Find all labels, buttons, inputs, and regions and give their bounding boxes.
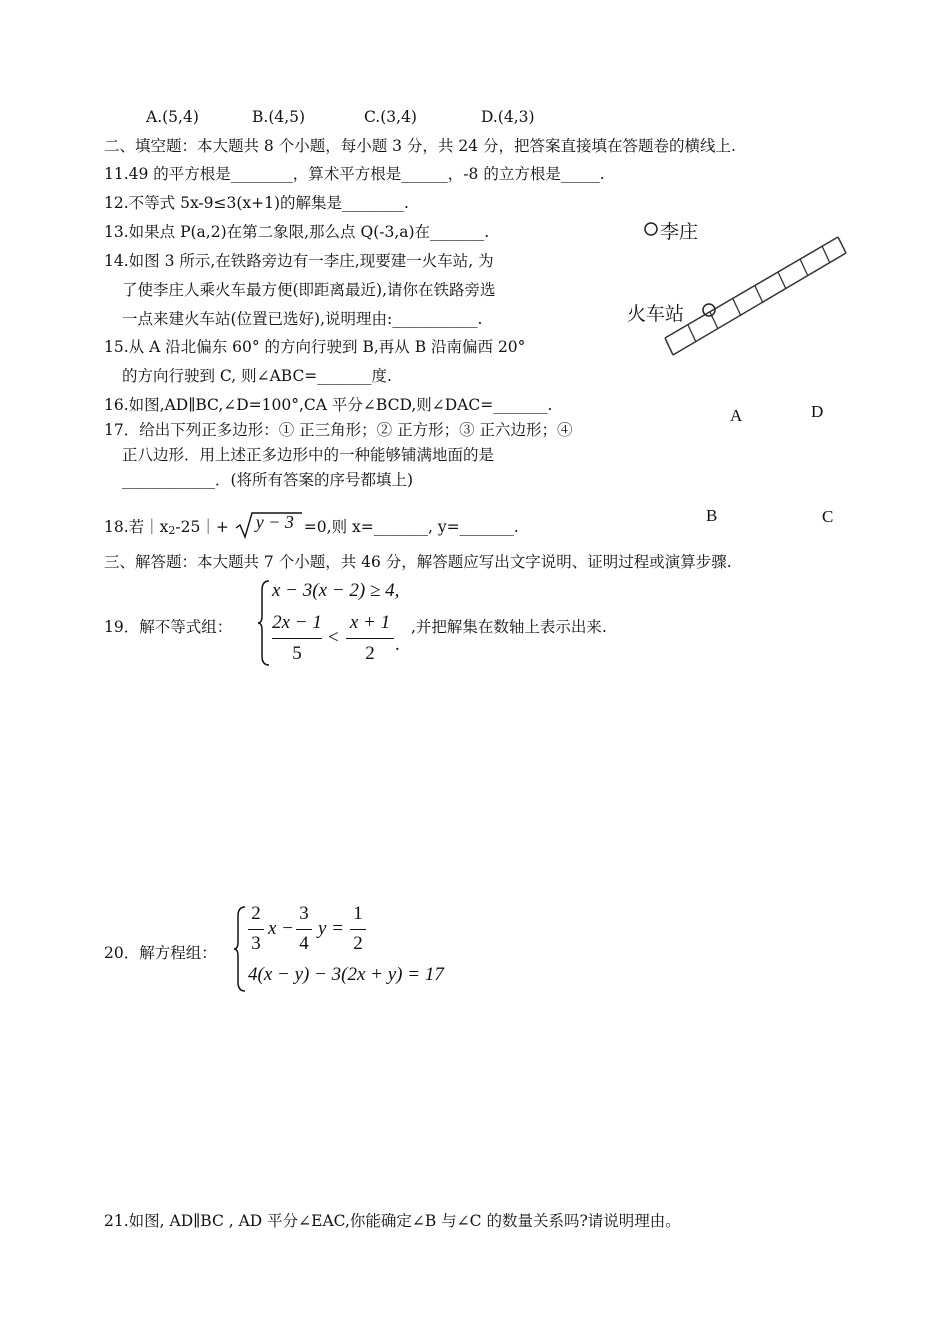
question-14-line-3: 一点来建火车站(位置已选好),说明理由:___________.	[122, 310, 483, 328]
question-17-line-1: 17．给出下列正多边形：① 正三角形；② 正方形；③ 正六边形；④	[104, 421, 573, 439]
q20-frac-a-bar	[248, 929, 264, 930]
q19-frac1-denominator: 5	[292, 643, 302, 664]
q20-frac-c-numerator: 1	[353, 903, 363, 924]
q20-y-equals: y =	[318, 918, 345, 939]
q19-period: .	[395, 634, 400, 655]
q20-x-minus: x −	[268, 918, 295, 939]
station-label: 火车站	[627, 303, 685, 325]
question-14-line-2: 了使李庄人乘火车最方便(即距离最近),请你在铁路旁选	[122, 281, 496, 299]
point-a-label: A	[730, 406, 743, 425]
q18-prefix: 18.若｜x	[104, 518, 169, 536]
question-14-line-1: 14.如图 3 所示,在铁路旁边有一李庄,现要建一火车站, 为	[104, 252, 494, 270]
question-15-line-2: 的方向行驶到 C, 则∠ABC=_______度.	[122, 367, 392, 385]
question-17-line-3: ____________．(将所有答案的序号都填上)	[122, 471, 414, 489]
q19-frac2-numerator: x + 1	[349, 612, 391, 633]
sqrt-expression	[234, 511, 304, 541]
question-17-line-2: 正八边形．用上述正多边形中的一种能够铺满地面的是	[122, 446, 495, 464]
q20-equation-2: 4(x − y) − 3(2x + y) = 17	[248, 964, 444, 985]
question-11: 11.49 的平方根是________，算术平方根是______，-8 的立方根是_____.	[104, 165, 605, 183]
option-c: C.(3,4)	[364, 108, 417, 126]
q19-frac2-denominator: 2	[365, 643, 375, 664]
q19-frac2-bar	[346, 638, 394, 639]
q19-less-than: <	[328, 627, 339, 648]
q20-frac-c-bar	[350, 929, 366, 930]
left-brace-icon	[257, 580, 271, 666]
option-a: A.(5,4)	[146, 108, 199, 126]
q20-frac-b-denominator: 4	[299, 933, 309, 954]
q18-exponent: 2	[168, 524, 176, 537]
figure-railway	[620, 212, 860, 372]
q18-suffix: =0,则 x=_______, y=_______.	[303, 518, 519, 536]
sqrt-radicand: y − 3	[255, 512, 294, 532]
point-b-label: B	[706, 506, 718, 525]
question-19-suffix: ,并把解集在数轴上表示出来.	[411, 618, 607, 636]
q20-frac-a-numerator: 2	[251, 903, 261, 924]
point-d-label: D	[811, 402, 824, 421]
question-21: 21.如图, AD∥BC , AD 平分∠EAC,你能确定∠B 与∠C 的数量关系吗?请说明理由。	[104, 1212, 681, 1230]
railway-track	[665, 237, 846, 355]
q19-inequality-1: x − 3(x − 2) ≥ 4,	[272, 580, 400, 601]
q19-inequality-2	[272, 612, 412, 668]
question-13: 13.如果点 P(a,2)在第二象限,那么点 Q(-3,a)在_______.	[104, 223, 490, 241]
village-marker-icon	[645, 223, 657, 235]
left-brace-icon-2	[233, 906, 247, 992]
question-18	[104, 511, 519, 541]
q18-middle: -25｜+	[175, 518, 229, 536]
option-b: B.(4,5)	[252, 108, 306, 126]
q19-frac1-numerator: 2x − 1	[272, 612, 322, 633]
q20-frac-b-bar	[296, 929, 312, 930]
option-d: D.(4,3)	[481, 108, 535, 126]
question-15-line-1: 15.从 A 沿北偏东 60° 的方向行驶到 B,再从 B 沿南偏西 20°	[104, 338, 526, 356]
section-3-header: 三、解答题：本大题共 7 个小题，共 46 分，解答题应写出文字说明、证明过程或演算步骤.	[104, 553, 732, 571]
q20-frac-a-denominator: 3	[251, 933, 261, 954]
question-19-prefix: 19．解不等式组：	[104, 618, 233, 636]
q20-equation-1	[248, 903, 428, 959]
section-2-header: 二、填空题：本大题共 8 个小题，每小题 3 分，共 24 分，把答案直接填在答题卷的横线上.	[104, 137, 736, 155]
railway-diagram	[620, 212, 860, 372]
q20-frac-b-numerator: 3	[299, 903, 309, 924]
question-20-prefix: 20．解方程组：	[104, 944, 217, 962]
question-12: 12.不等式 5x-9≤3(x+1)的解集是________.	[104, 194, 409, 212]
point-c-label: C	[822, 507, 834, 526]
question-16: 16.如图,AD∥BC,∠D=100°,CA 平分∠BCD,则∠DAC=_______.	[104, 396, 553, 414]
q19-frac1-bar	[272, 638, 322, 639]
village-label: 李庄	[660, 221, 699, 243]
q20-frac-c-denominator: 2	[353, 933, 363, 954]
